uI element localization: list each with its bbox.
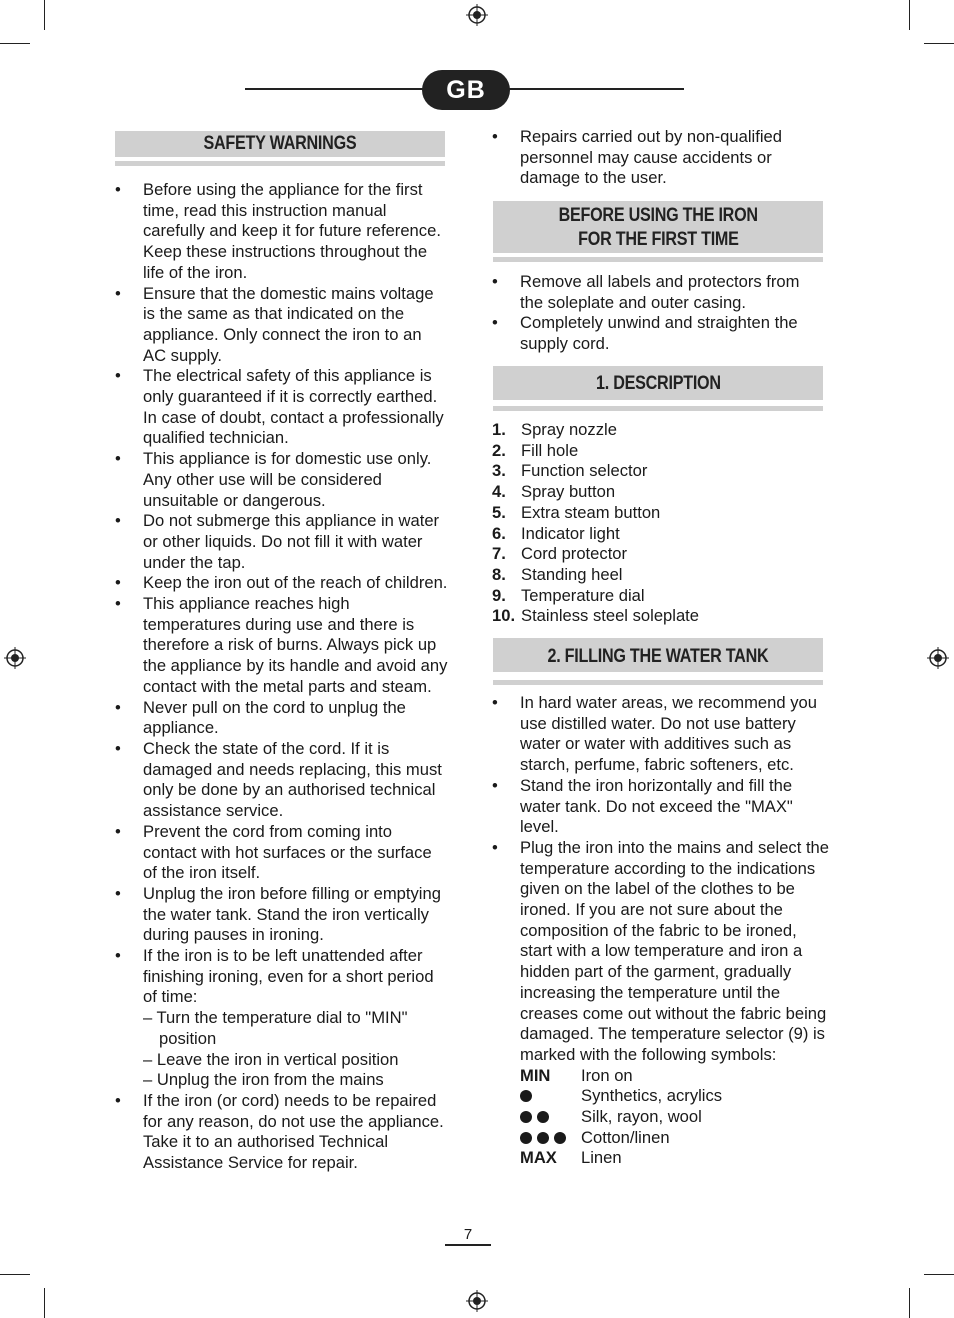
repairs-list [492,127,827,189]
list-item: • If the iron (or cord) needs to be repaired for any reason, do not use the appliance. Take it to an authorised Technical Assistance Service for repair. [115,1090,444,1173]
symbol-meaning: Synthetics, acrylics [581,1086,723,1106]
list-item: • This appliance reaches high temperatures during use and there is therefore a risk of burns. Always pick up the appliance by its handle and avoid any contact with the metal parts and steam. [115,594,448,696]
part-item-spray-nozzle: 1. Spray nozzle [492,420,617,439]
registration-mark-icon [4,647,26,669]
page-number: 7 [463,1226,473,1243]
filling-list [492,693,830,1169]
description-heading [493,366,823,400]
section-title: 1. DESCRIPTION [595,373,721,394]
section-title: SAFETY WARNINGS [203,133,357,154]
symbol-meaning: Cotton/linen [581,1127,670,1147]
header-rule-right [502,88,684,90]
heading-underbar [115,161,445,166]
heading-underbar [493,257,823,262]
temperature-symbols-table [520,1066,722,1170]
symbol-row [520,1066,722,1087]
symbol-row [520,1128,722,1149]
list-item: • This appliance is for domestic use only. Any other use will be considered unsuitable or dangerous. [115,449,432,510]
page-number-rule [445,1244,491,1246]
list-item: • Unplug the iron before filling or emptying the water tank. Stand the iron vertically during pauses in ironing. [115,883,441,945]
list-item: • Plug the iron into the mains and select the temperature according to the indications given on the label of the clothes to be ironed. If you are not sure about the composition of the fabric to be ironed, start with a low temperature and iron a hidden part of the garment, gradually increasing the temperature until the creases come out without the fabric being damaged. The temperature selector (9) is marked with the following symbols: MIN Iron on Synthetics, acrylics Silk, rayon, wool Cotton/linen MAX Linen [492,837,830,1168]
list-item: • Stand the iron horizontally and fill the water tank. Do not exceed the "MAX" level. [492,775,793,837]
list-item: • Check the state of the cord. If it is damaged and needs replacing, this must only be done by an authorised technical assistance service. [115,738,442,821]
step-unplug: – Unplug the iron from the mains [143,1070,384,1090]
list-item: • Completely unwind and straighten the supply cord. [492,313,798,354]
one-dot-icon [520,1086,581,1107]
crop-mark [0,43,30,44]
section-title-line-1: BEFORE USING THE IRON [558,205,758,226]
part-item-cord-protector: 7. Cord protector [492,544,628,564]
crop-mark [924,1274,954,1275]
unattended-steps [143,1008,448,1091]
symbol-row [520,1148,722,1169]
heading-underbar [493,680,823,685]
part-item-standing-heel: 8. Standing heel [492,564,623,584]
crop-mark [0,1274,30,1275]
list-item: • Ensure that the domestic mains voltage is the same as that indicated on the appliance. Only connect the iron to an AC supply. [115,283,434,365]
list-item: • Do not submerge this appliance in water or other liquids. Do not fill it with water under the tap. [115,511,440,572]
registration-mark-icon [466,4,488,26]
before-first-use-list [492,272,827,355]
list-item: • Keep the iron out of the reach of children. [115,573,448,593]
symbol-row [520,1107,722,1128]
list-item: • Never pull on the cord to unplug the appliance. [115,697,406,738]
part-item-fill-hole: 2. Fill hole [492,440,579,460]
crop-mark [924,43,954,44]
symbol-max: MAX [520,1148,557,1168]
part-item-indicator-light: 6. Indicator light [492,523,620,543]
part-item-extra-steam-button: 5. Extra steam button [492,502,661,522]
list-item: • Repairs carried out by non-qualified personnel may cause accidents or damage to the user. [492,127,782,188]
two-dots-icon [520,1107,581,1128]
language-badge: GB [422,70,510,110]
description-list [492,420,827,627]
part-item-temperature-dial: 9. Temperature dial [492,585,645,605]
registration-mark-icon [927,647,949,669]
symbol-meaning: Silk, rayon, wool [581,1107,702,1127]
crop-mark [44,1288,45,1318]
filling-water-tank-heading [493,638,823,672]
symbol-min: MIN [520,1065,551,1085]
crop-mark [909,0,910,30]
list-item: • Remove all labels and protectors from the soleplate and outer casing. [492,272,800,312]
list-item: • If the iron is to be left unattended after finishing ironing, even for a short period of time: – Turn the temperature dial to "MIN" position – Leave the iron in vertical position – Unplug the iron from the mains [115,946,448,1091]
section-title: 2. FILLING THE WATER TANK [547,646,769,667]
step-vertical: – Leave the iron in vertical position [143,1049,399,1069]
symbol-meaning: Linen [581,1148,622,1168]
list-item: • Prevent the cord from coming into contact with hot surfaces or the surface of the iron itself. [115,821,432,883]
heading-underbar [493,406,823,411]
three-dots-icon [520,1128,581,1149]
registration-mark-icon [466,1290,488,1312]
safety-warnings-list [115,180,448,1174]
safety-warnings-heading [115,131,445,157]
crop-mark [44,0,45,30]
crop-mark [909,1288,910,1318]
part-item-function-selector: 3. Function selector [492,461,648,481]
before-first-use-heading [493,201,823,253]
list-item: • Before using the appliance for the first time, read this instruction manual carefully and keep it for future reference. Keep these instructions throughout the life of the iron. [115,180,441,282]
list-item: • The electrical safety of this appliance is only guaranteed if it is correctly earthed. In case of doubt, contact a professionally qualified technician. [115,366,444,448]
section-title-line-2: FOR THE FIRST TIME [577,229,739,250]
list-item: • In hard water areas, we recommend you use distilled water. Do not use battery water or water with additives such as starch, perfume, fabric softeners, etc. [492,693,817,775]
symbol-meaning: Iron on [581,1065,633,1085]
part-item-soleplate: 10. Stainless steel soleplate [492,606,700,626]
part-item-spray-button: 4. Spray button [492,482,616,502]
symbol-row [520,1086,722,1107]
header-rule-left [245,88,430,90]
step-turn-dial: – Turn the temperature dial to "MIN" position [143,1008,408,1048]
